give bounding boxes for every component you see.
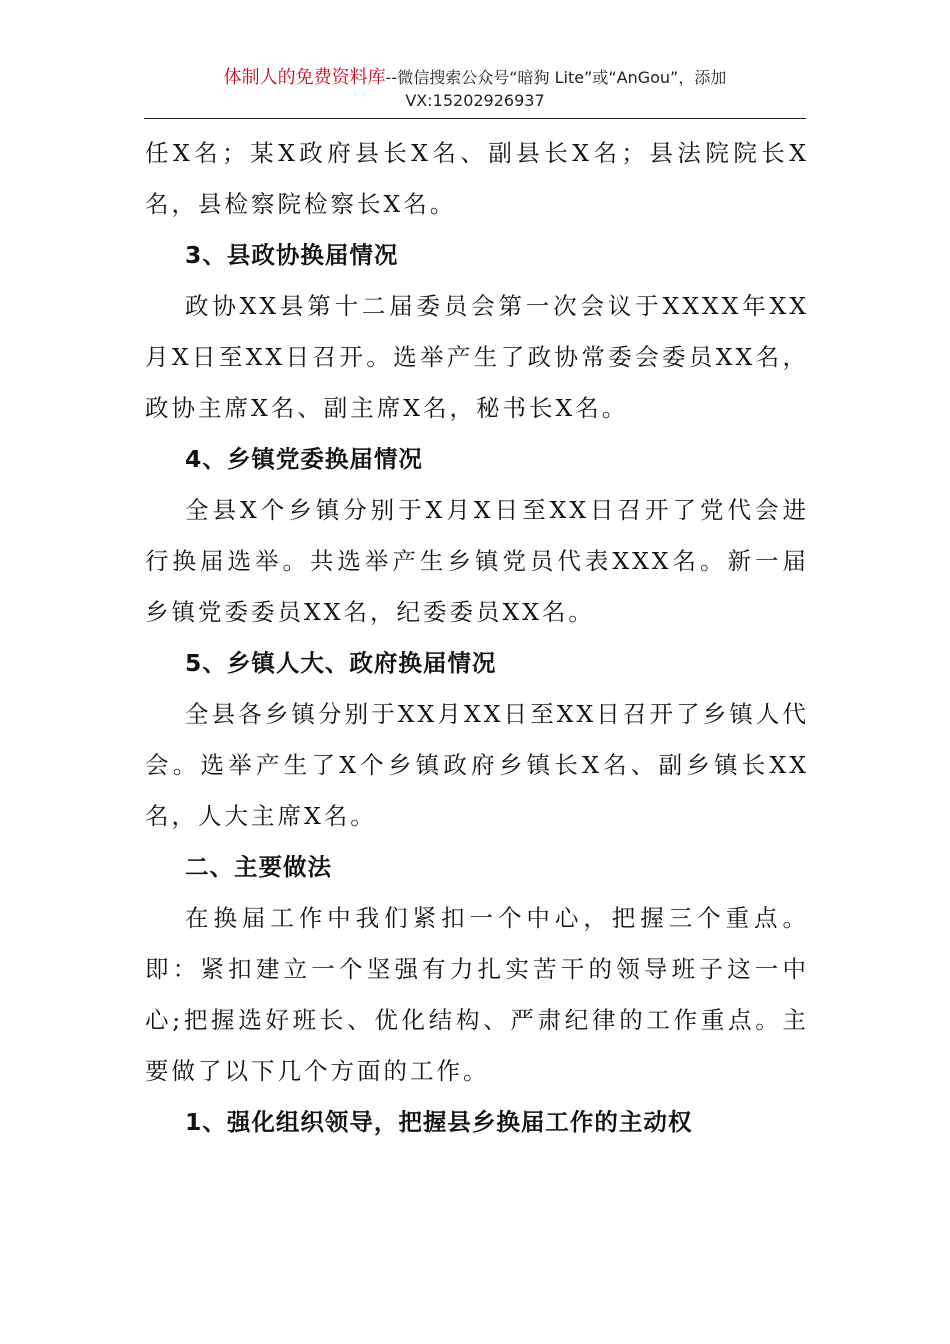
paragraph-township-congress: 全县各乡镇分别于XX月XX日至XX日召开了乡镇人代会。选举产生了X个乡镇政府乡镇长X名、副乡镇长XX名，人大主席X名。 (145, 700, 809, 830)
heading-organization-leadership: 1、强化组织领导，把握县乡换届工作的主动权 (185, 1108, 693, 1136)
paragraph-county-cppcc: 政协XX县第十二届委员会第一次会议于XXXX年XX月X日至XX日召开。选举产生了政协常委会委员XX名，政协主席X名、副主席X名，秘书长X名。 (145, 292, 809, 422)
watermark-header (0, 66, 950, 112)
paragraph-main-practices: 在换届工作中我们紧扣一个中心，把握三个重点。即：紧扣建立一个坚强有力扎实苦干的领导班子这一中心;把握选好班长、优化结构、严肃纪律的工作重点。主要做了以下几个方面的工作。 (145, 904, 809, 1085)
brand-text: 体制人的免费资料库 (223, 67, 386, 88)
header-promo-text: --微信搜索公众号“暗狗 Lite”或“AnGou”，添加 (385, 68, 727, 87)
header-line-1 (0, 66, 950, 89)
header-divider (144, 118, 806, 119)
heading-township-party: 4、乡镇党委换届情况 (185, 445, 423, 473)
heading-township-congress: 5、乡镇人大、政府换届情况 (185, 649, 497, 677)
heading-main-practices: 二、主要做法 (185, 853, 332, 881)
document-body (145, 128, 809, 1148)
header-contact: VX:15202926937 (405, 91, 545, 110)
paragraph-township-party: 全县X个乡镇分别于X月X日至XX日召开了党代会进行换届选举。共选举产生乡镇党员代表XXX名。新一届乡镇党委委员XX名，纪委委员XX名。 (145, 496, 809, 626)
heading-county-cppcc: 3、县政协换届情况 (185, 241, 399, 269)
paragraph-continued: 任X名；某X政府县长X名、副县长X名；县法院院长X名，县检察院检察长X名。 (145, 139, 809, 218)
